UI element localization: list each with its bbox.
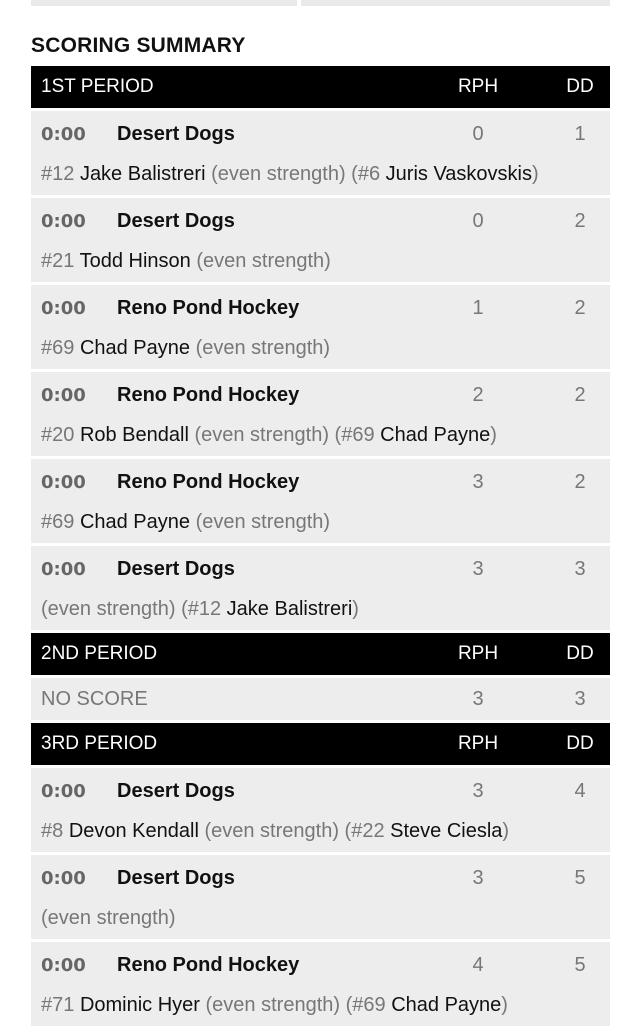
assist-close: ) <box>352 598 359 620</box>
column-header-rph: RPH <box>457 733 499 754</box>
scoring-summary-table <box>31 66 610 1029</box>
goal-strength: (even strength) <box>198 820 339 842</box>
goal-row <box>31 285 610 369</box>
scorer-number: #69 <box>41 337 80 359</box>
score-dd: 2 <box>574 470 586 493</box>
score-rph: 3 <box>472 557 484 580</box>
goal-strength: (even strength) <box>188 424 329 446</box>
goal-time: 0:00 <box>41 954 86 976</box>
goal-header-line <box>31 208 610 234</box>
column-header-rph: RPH <box>457 643 499 664</box>
column-header-dd: DD <box>566 643 594 664</box>
goal-strength: (even strength) <box>41 907 176 929</box>
goal-team: Desert Dogs <box>117 866 235 889</box>
score-rph: 4 <box>472 953 484 976</box>
section-title: SCORING SUMMARY <box>31 34 246 57</box>
score-dd: 5 <box>574 866 586 889</box>
goal-team: Desert Dogs <box>117 779 235 802</box>
goal-row <box>31 459 610 543</box>
goal-header-line <box>31 778 610 804</box>
assist-close: ) <box>531 163 539 185</box>
assist-name: Jake Balistreri <box>226 598 353 620</box>
goal-team: Reno Pond Hockey <box>117 953 300 976</box>
goal-detail-line <box>41 907 176 930</box>
goal-header-line <box>31 952 610 978</box>
goal-row <box>31 768 610 852</box>
assist-name: Juris Vaskovskis <box>385 163 532 185</box>
assist-number: (#22 <box>338 820 391 842</box>
goal-detail-line <box>41 337 330 360</box>
goal-detail-line <box>41 163 539 186</box>
column-header-dd: DD <box>566 76 594 97</box>
goal-team: Desert Dogs <box>117 122 235 145</box>
goal-detail-line <box>41 511 330 534</box>
score-dd: 3 <box>574 687 586 710</box>
scorer-name: Dominic Hyer <box>79 994 200 1016</box>
goal-strength: (even strength) <box>190 511 331 533</box>
assist-number: (#12 <box>175 598 227 620</box>
period-header <box>31 633 610 675</box>
scorer-name: Jake Balistreri <box>79 163 206 185</box>
scorer-number: #8 <box>41 820 69 842</box>
assist-name: Chad Payne <box>380 424 491 446</box>
scorer-number: #12 <box>41 163 80 185</box>
score-dd: 3 <box>574 557 586 580</box>
period-header <box>31 723 610 765</box>
score-rph: 3 <box>472 779 484 802</box>
no-score-label: NO SCORE <box>41 687 148 710</box>
goal-team: Reno Pond Hockey <box>117 470 300 493</box>
previous-table-bottom <box>31 0 610 6</box>
goal-row <box>31 855 610 939</box>
goal-time: 0:00 <box>41 867 86 889</box>
goal-row <box>31 942 610 1026</box>
assist-close: ) <box>501 994 508 1016</box>
goal-team: Reno Pond Hockey <box>117 383 300 406</box>
score-rph: 3 <box>472 470 484 493</box>
goal-time: 0:00 <box>41 297 86 319</box>
assist-number: (#69 <box>328 424 381 446</box>
goal-row <box>31 372 610 456</box>
score-rph: 2 <box>472 383 484 406</box>
assist-name: Chad Payne <box>391 994 502 1016</box>
assist-close: ) <box>490 424 497 446</box>
score-dd: 2 <box>574 383 586 406</box>
score-rph: 0 <box>472 122 484 145</box>
assist-close: ) <box>502 820 510 842</box>
goal-header-line <box>31 865 610 891</box>
scorer-number: #71 <box>41 994 80 1016</box>
period-name: 1ST PERIOD <box>41 76 154 97</box>
period-header <box>31 66 610 108</box>
scorer-number: #20 <box>41 424 80 446</box>
score-dd: 2 <box>574 296 586 319</box>
score-dd: 1 <box>574 122 586 145</box>
goal-strength: (even strength) <box>41 598 176 620</box>
goal-team: Desert Dogs <box>117 209 235 232</box>
goal-time: 0:00 <box>41 210 86 232</box>
score-rph: 3 <box>472 866 484 889</box>
goal-row <box>31 111 610 195</box>
scorer-name: Chad Payne <box>79 511 191 533</box>
scorer-name: Todd Hinson <box>79 250 191 272</box>
goal-strength: (even strength) <box>205 163 346 185</box>
period-name: 3RD PERIOD <box>41 733 158 754</box>
goal-team: Reno Pond Hockey <box>117 296 300 319</box>
goal-time: 0:00 <box>41 558 86 580</box>
goal-row <box>31 198 610 282</box>
score-rph: 1 <box>472 296 484 319</box>
goal-time: 0:00 <box>41 123 86 145</box>
score-dd: 5 <box>574 953 586 976</box>
score-rph: 3 <box>472 687 484 710</box>
goal-time: 0:00 <box>41 471 86 493</box>
assist-number: (#6 <box>345 163 386 185</box>
scorer-name: Devon Kendall <box>68 820 199 842</box>
assist-number: (#69 <box>340 994 392 1016</box>
table-cell <box>301 0 610 6</box>
goal-header-line <box>31 469 610 495</box>
column-header-rph: RPH <box>457 76 499 97</box>
scorer-name: Chad Payne <box>79 337 191 359</box>
score-rph: 0 <box>472 209 484 232</box>
table-cell <box>31 0 297 6</box>
goal-detail-line <box>41 250 331 273</box>
assist-name: Steve Ciesla <box>390 820 503 842</box>
goal-detail-line <box>41 424 497 447</box>
goal-time: 0:00 <box>41 384 86 406</box>
scorer-number: #69 <box>41 511 80 533</box>
goal-header-line <box>31 121 610 147</box>
period-name: 2ND PERIOD <box>41 643 158 664</box>
scorer-name: Rob Bendall <box>79 424 189 446</box>
score-dd: 2 <box>574 209 586 232</box>
goal-row <box>31 546 610 630</box>
goal-header-line <box>31 556 610 582</box>
score-dd: 4 <box>574 779 586 802</box>
goal-detail-line <box>41 820 509 843</box>
column-header-dd: DD <box>566 733 594 754</box>
goal-detail-line <box>41 994 508 1017</box>
scorer-number: #21 <box>41 250 80 272</box>
goal-header-line <box>31 295 610 321</box>
goal-strength: (even strength) <box>190 337 331 359</box>
goal-strength: (even strength) <box>199 994 341 1016</box>
goal-strength: (even strength) <box>190 250 331 272</box>
no-score-row <box>31 678 610 720</box>
goal-header-line <box>31 382 610 408</box>
goal-detail-line <box>41 598 359 621</box>
goal-team: Desert Dogs <box>117 557 235 580</box>
goal-time: 0:00 <box>41 780 86 802</box>
